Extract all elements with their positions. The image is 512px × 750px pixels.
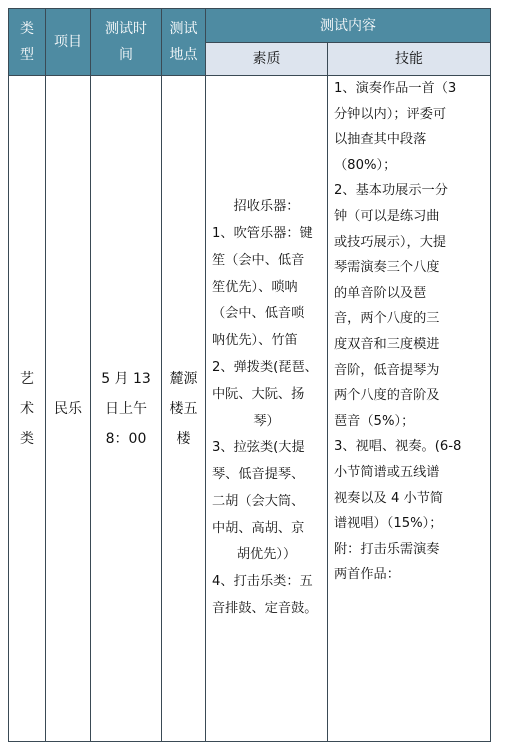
cell-type-line-1: 艺 bbox=[20, 370, 34, 387]
skill-line: 小节简谱或五线谱 bbox=[334, 464, 440, 480]
quality-line: 3、拉弦类(大提 bbox=[212, 440, 305, 456]
quality-line: 2、弹拨类(琵琶、 bbox=[212, 359, 318, 375]
cell-skill bbox=[328, 76, 491, 742]
header-time bbox=[91, 9, 162, 76]
quality-line: 琴） bbox=[253, 413, 280, 429]
header-type bbox=[9, 9, 46, 76]
skill-line: 谱视唱）（15%）； bbox=[334, 516, 443, 532]
skill-line: 或技巧展示），大提 bbox=[334, 234, 447, 250]
skill-line: 钟（可以是练习曲 bbox=[334, 208, 440, 224]
header-project: 项目 bbox=[46, 9, 91, 76]
exam-schedule-table bbox=[8, 8, 491, 742]
quality-line: 笙优先）、唢呐 bbox=[212, 279, 298, 295]
header-place bbox=[162, 9, 206, 76]
cell-type bbox=[9, 76, 46, 742]
cell-type-line-3: 类 bbox=[20, 430, 34, 447]
header-place-line-2: 地点 bbox=[169, 47, 198, 63]
skill-line: 附：打击乐需演奏 bbox=[334, 541, 440, 557]
cell-place-line-1: 麓源 bbox=[169, 370, 198, 387]
skill-line: 的单音阶以及琶 bbox=[334, 285, 427, 301]
cell-time bbox=[91, 76, 162, 742]
skill-line: 琴需演奏三个八度 bbox=[334, 260, 440, 276]
quality-line: 中阮、大阮、扬 bbox=[212, 386, 305, 402]
skill-line: 度双音和三度模进 bbox=[334, 336, 440, 352]
cell-time-line-3: 8：00 bbox=[105, 430, 147, 447]
header-time-line-1: 测试时 bbox=[105, 21, 147, 37]
skill-line: 分钟以内）；评委可 bbox=[334, 106, 447, 122]
quality-line: 胡优先）） bbox=[236, 547, 297, 563]
header-type-line-2: 型 bbox=[20, 47, 34, 63]
cell-time-line-1: 5 月 13 bbox=[101, 370, 151, 387]
skill-line: 音，两个八度的三 bbox=[334, 311, 440, 327]
cell-type-line-2: 术 bbox=[20, 400, 34, 417]
header-quality: 素质 bbox=[206, 43, 328, 76]
quality-line: 二胡（会大筒、 bbox=[212, 493, 305, 509]
quality-line: 1、吹管乐器：键 bbox=[212, 225, 313, 241]
skill-line: 两首作品： bbox=[334, 567, 400, 583]
header-time-line-2: 间 bbox=[119, 47, 133, 63]
cell-time-line-2: 日上午 bbox=[105, 400, 147, 417]
cell-place-line-2: 楼五 bbox=[169, 400, 198, 417]
quality-line: 4、打击乐类：五 bbox=[212, 574, 313, 590]
skill-line: 两个八度的音阶及 bbox=[334, 388, 440, 404]
quality-line: 笙（会中、低音 bbox=[212, 252, 305, 268]
skill-line: （80%）； bbox=[334, 157, 397, 173]
quality-line: （会中、低音唢 bbox=[212, 306, 305, 322]
header-skill: 技能 bbox=[328, 43, 491, 76]
quality-line: 呐优先）、竹笛 bbox=[212, 333, 298, 349]
quality-line: 招收乐器： bbox=[233, 199, 300, 215]
cell-quality bbox=[206, 76, 328, 742]
cell-place bbox=[162, 76, 206, 742]
skill-line: 3、视唱、视奏。(6-8 bbox=[334, 439, 462, 455]
quality-line: 中胡、高胡、京 bbox=[212, 520, 305, 536]
skill-line: 视奏以及 4 小节简 bbox=[334, 490, 444, 506]
skill-line: 琶音（5%）； bbox=[334, 413, 415, 429]
quality-line: 音排鼓、定音鼓。 bbox=[212, 601, 318, 617]
header-content: 测试内容 bbox=[206, 9, 491, 43]
header-type-line-1: 类 bbox=[20, 21, 34, 37]
skill-line: 2、基本功展示一分 bbox=[334, 183, 448, 199]
skill-line: 以抽查其中段落 bbox=[334, 132, 427, 148]
skill-line: 1、演奏作品一首（3 bbox=[334, 81, 457, 96]
skill-line: 音阶，低音提琴为 bbox=[334, 362, 440, 378]
quality-line: 琴、低音提琴、 bbox=[212, 467, 305, 483]
cell-project: 民乐 bbox=[46, 76, 91, 742]
header-place-line-1: 测试 bbox=[169, 21, 198, 37]
cell-place-line-3: 楼 bbox=[176, 430, 191, 447]
